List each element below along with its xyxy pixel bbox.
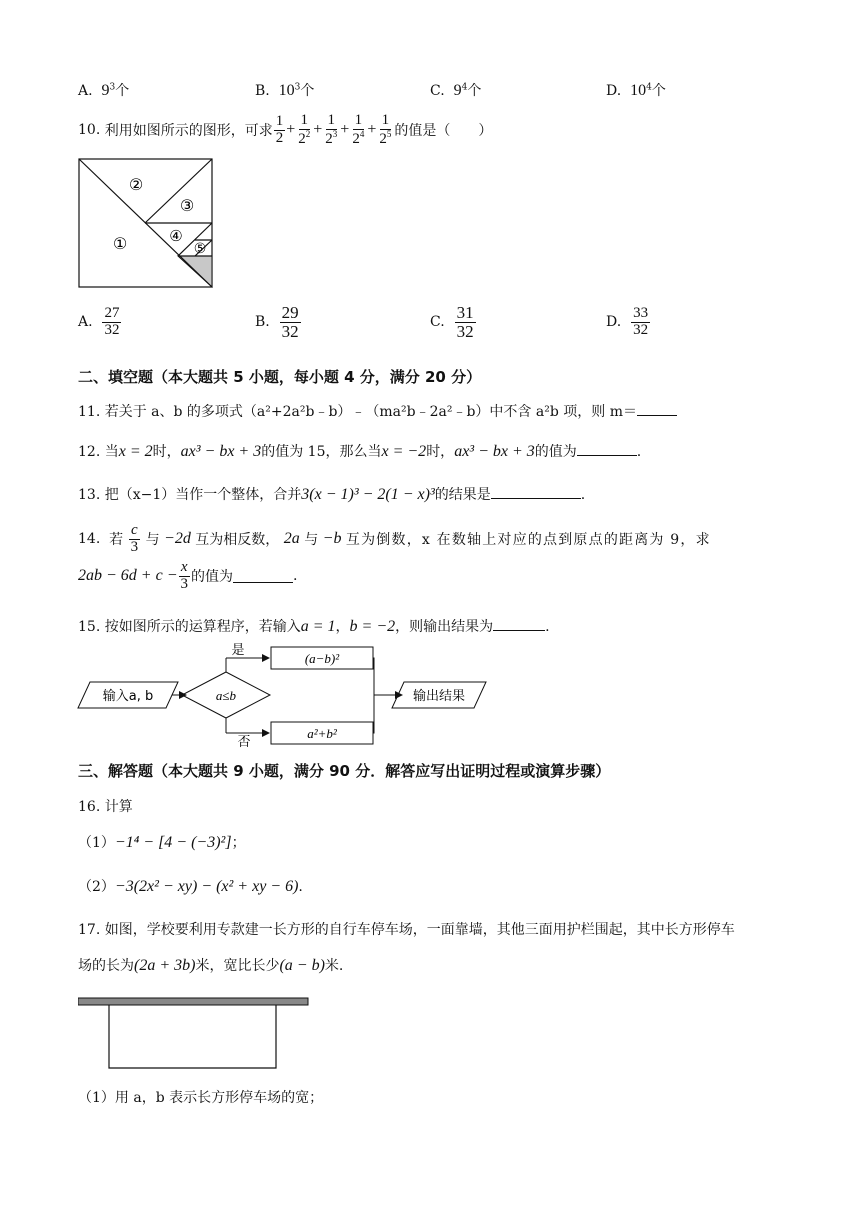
q17-line1: 17. 如图，学校要利用专款建一长方形的自行车停车场，一面靠墙，其他三面用护栏围起，其中长方形停车 bbox=[78, 922, 735, 938]
q15: 15. 按如图所示的运算程序，若输入a = 1，b = −2，则输出结果为 . bbox=[78, 618, 550, 635]
q16-part1: （1）−1⁴ − [4 − (−3)²]； bbox=[78, 834, 246, 851]
q11: 11. 若关于 a、b 的多项式（a²+2a²b﹣b）﹣（ma²b﹣2a²﹣b）中不含 a²b 项，则 m＝ bbox=[78, 401, 677, 421]
q14-line2: 2ab − 6d + c − $\frac{x}{3}$ 的值为 . bbox=[78, 559, 298, 592]
q9-option-b: B. $10^3$个 bbox=[255, 82, 315, 99]
q17-sub1: （1）用 a，b 表示长方形停车场的宽； bbox=[78, 1090, 324, 1106]
q10-stem: 10. 利用如图所示的图形，可求 $\frac{1}{2}$ + $\frac{1}{2^2}$ + $\frac{1}{2^3}$ + $\frac{1}{2^4}$ + $\frac{1}{2^5}$ 的值是（ ） bbox=[78, 112, 493, 147]
q12-answer-blank[interactable] bbox=[577, 443, 637, 456]
q16-part2: （2）−3(2x² − xy) − (x² + xy − 6). bbox=[78, 878, 303, 895]
flow-yes-label: 是 bbox=[231, 643, 245, 658]
flow-output-text: 输出结果 bbox=[412, 689, 466, 704]
q14-line1: 14. 若 $\frac{c}{3}$ 与 −2d 互为相反数， 2a 与 −b 互为倒数，x 在数轴上对应的点到原点的距离为 9，求 bbox=[78, 522, 711, 555]
flow-input-text: 输入a, b bbox=[102, 689, 154, 704]
flowchart bbox=[76, 640, 496, 750]
q17-parking-figure bbox=[78, 996, 312, 1070]
figure-label-4: ④ bbox=[169, 227, 183, 245]
q10-square-figure bbox=[78, 158, 214, 289]
q15-answer-blank[interactable] bbox=[493, 618, 545, 631]
wall bbox=[78, 998, 308, 1005]
q9-option-d: D. $10^4$个 bbox=[606, 82, 666, 99]
q9-option-c: C. $9^4$个 bbox=[430, 82, 482, 99]
q13-answer-blank[interactable] bbox=[491, 486, 581, 499]
q10-option-a: A. $\frac{27}{32}$ bbox=[78, 305, 120, 338]
flow-no-box-text: a²+b² bbox=[307, 726, 337, 741]
figure-label-1: ① bbox=[112, 234, 128, 253]
section-2-title: 二、填空题（本大题共 5 小题，每小题 4 分，满分 20 分） bbox=[78, 368, 482, 386]
q10-option-c: C. $\frac{31}{32}$ bbox=[430, 303, 474, 341]
q12: 12. 当x = 2时，ax³ − bx + 3的值为 15，那么当x = −2时，ax³ − bx + 3的值为 . bbox=[78, 443, 642, 460]
flow-condition-text: a≤b bbox=[215, 688, 237, 703]
q16-title: 16. 计算 bbox=[78, 799, 133, 815]
q11-answer-blank[interactable] bbox=[637, 403, 677, 416]
figure-label-3: ③ bbox=[179, 196, 195, 215]
q10-option-b: B. $\frac{29}{32}$ bbox=[255, 303, 299, 341]
section-3-title: 三、解答题（本大题共 9 小题，满分 90 分．解答应写出证明过程或演算步骤） bbox=[78, 762, 611, 780]
q14-answer-blank[interactable] bbox=[233, 570, 293, 583]
q13: 13. 把（x−1）当作一个整体，合并3(x − 1)³ − 2(1 − x)³的结果是 . bbox=[78, 486, 586, 503]
figure-label-2: ② bbox=[128, 175, 144, 194]
q9-option-a: A. $9^3$个 bbox=[78, 82, 130, 99]
q17-line2: 场的长为(2a + 3b)米，宽比长少(a − b)米. bbox=[78, 957, 344, 974]
flow-no-label: 否 bbox=[237, 735, 251, 750]
flow-yes-box-text: (a−b)² bbox=[304, 651, 340, 666]
q10-option-d: D. $\frac{33}{32}$ bbox=[606, 305, 649, 338]
figure-label-5: ⑤ bbox=[193, 241, 207, 257]
